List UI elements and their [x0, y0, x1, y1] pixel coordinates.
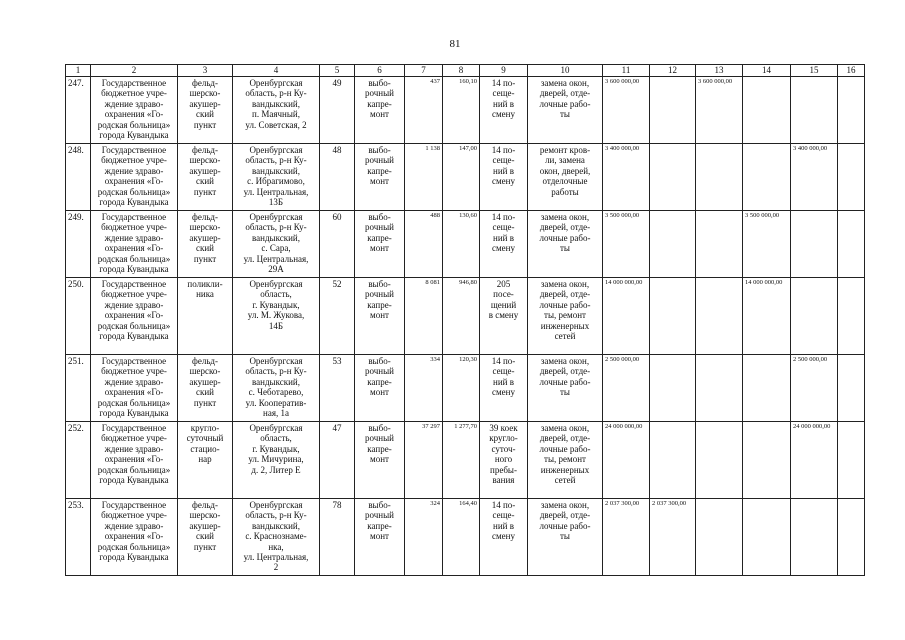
col-8: 946,80: [443, 278, 480, 355]
col-5: 78: [320, 499, 355, 576]
row-number: 247.: [66, 77, 91, 144]
facility-type: фельд- шерско- акушер- ский пункт: [178, 144, 233, 211]
header-cell: 8: [443, 65, 480, 77]
col-7: 8 081: [405, 278, 443, 355]
header-row: [66, 65, 865, 77]
table-row: [66, 278, 865, 355]
header-cell: 5: [320, 65, 355, 77]
cost-col-13: [696, 211, 743, 278]
cost-col-16: [838, 499, 865, 576]
col-7: 488: [405, 211, 443, 278]
header-cell: 10: [528, 65, 603, 77]
works-description: ремонт кров- ли, замена окон, дверей, отделочные работы: [528, 144, 603, 211]
cost-col-15: 24 000 000,00: [791, 422, 838, 499]
header-cell: 11: [603, 65, 650, 77]
total-cost: 3 400 000,00: [603, 144, 650, 211]
table-row: [66, 77, 865, 144]
col-7: 324: [405, 499, 443, 576]
header-cell: 15: [791, 65, 838, 77]
cost-col-12: 2 037 300,00: [650, 499, 696, 576]
capacity: 14 по- сеще- ний в смену: [480, 77, 528, 144]
cost-col-15: [791, 278, 838, 355]
cost-col-15: [791, 77, 838, 144]
repair-type: выбо- рочный капре- монт: [355, 144, 405, 211]
col-8: 130,60: [443, 211, 480, 278]
header-cell: 16: [838, 65, 865, 77]
facility-type: фельд- шерско- акушер- ский пункт: [178, 211, 233, 278]
address: Оренбургская область, г. Кувандык, ул. М. Жукова, 14Б: [233, 278, 320, 355]
repair-type: выбо- рочный капре- монт: [355, 499, 405, 576]
works-description: замена окон, дверей, отде- лочные рабо- ты: [528, 211, 603, 278]
col-8: 147,00: [443, 144, 480, 211]
facility-type: фельд- шерско- акушер- ский пункт: [178, 355, 233, 422]
repair-type: выбо- рочный капре- монт: [355, 422, 405, 499]
cost-col-12: [650, 422, 696, 499]
cost-col-15: [791, 211, 838, 278]
address: Оренбургская область, р-н Ку- вандыкский, с. Ибрагимово, ул. Центральная, 13Б: [233, 144, 320, 211]
header-cell: 13: [696, 65, 743, 77]
cost-col-12: [650, 355, 696, 422]
col-8: 160,10: [443, 77, 480, 144]
capacity: 14 по- сеще- ний в смену: [480, 355, 528, 422]
organization-name: Государственное бюджетное учре- ждение здраво- охранения «Го- родская больница» города Кувандыка: [91, 211, 178, 278]
header-cell: 9: [480, 65, 528, 77]
repair-type: выбо- рочный капре- монт: [355, 278, 405, 355]
col-7: 437: [405, 77, 443, 144]
col-7: 37 297: [405, 422, 443, 499]
facility-type: поликли- ника: [178, 278, 233, 355]
capacity: 14 по- сеще- ний в смену: [480, 211, 528, 278]
col-5: 49: [320, 77, 355, 144]
header-cell: 6: [355, 65, 405, 77]
address: Оренбургская область, р-н Ку- вандыкский, п. Маячный, ул. Советская, 2: [233, 77, 320, 144]
capacity: 14 по- сеще- ний в смену: [480, 144, 528, 211]
works-description: замена окон, дверей, отде- лочные рабо- ты, ремонт инженерных сетей: [528, 278, 603, 355]
organization-name: Государственное бюджетное учре- ждение здраво- охранения «Го- родская больница» города Кувандыка: [91, 355, 178, 422]
col-5: 52: [320, 278, 355, 355]
organization-name: Государственное бюджетное учре- ждение здраво- охранения «Го- родская больница» города Кувандыка: [91, 77, 178, 144]
works-description: замена окон, дверей, отде- лочные рабо- ты, ремонт инженерных сетей: [528, 422, 603, 499]
cost-col-13: [696, 422, 743, 499]
row-number: 248.: [66, 144, 91, 211]
col-5: 48: [320, 144, 355, 211]
row-number: 249.: [66, 211, 91, 278]
total-cost: 3 600 000,00: [603, 77, 650, 144]
address: Оренбургская область, р-н Ку- вандыкский, с. Чеботарево, ул. Кооператив- ная, 1а: [233, 355, 320, 422]
row-number: 252.: [66, 422, 91, 499]
col-5: 60: [320, 211, 355, 278]
total-cost: 2 500 000,00: [603, 355, 650, 422]
capacity: 205 посе- щений в смену: [480, 278, 528, 355]
row-number: 251.: [66, 355, 91, 422]
row-number: 250.: [66, 278, 91, 355]
cost-col-14: [743, 144, 791, 211]
total-cost: 2 037 300,00: [603, 499, 650, 576]
cost-col-15: 2 500 000,00: [791, 355, 838, 422]
table-row: [66, 355, 865, 422]
address: Оренбургская область, р-н Ку- вандыкский, с. Сара, ул. Центральная, 29А: [233, 211, 320, 278]
capacity: 14 по- сеще- ний в смену: [480, 499, 528, 576]
cost-col-14: [743, 77, 791, 144]
col-7: 334: [405, 355, 443, 422]
col-5: 47: [320, 422, 355, 499]
col-5: 53: [320, 355, 355, 422]
works-description: замена окон, дверей, отде- лочные рабо- ты: [528, 77, 603, 144]
cost-col-16: [838, 422, 865, 499]
facility-type: фельд- шерско- акушер- ский пункт: [178, 77, 233, 144]
organization-name: Государственное бюджетное учре- ждение здраво- охранения «Го- родская больница» города Кувандыка: [91, 499, 178, 576]
col-8: 120,30: [443, 355, 480, 422]
address: Оренбургская область, р-н Ку- вандыкский, с. Краснознаме- нка, ул. Центральная, 2: [233, 499, 320, 576]
cost-col-12: [650, 211, 696, 278]
row-number: 253.: [66, 499, 91, 576]
col-7: 1 138: [405, 144, 443, 211]
total-cost: 14 000 000,00: [603, 278, 650, 355]
header-cell: 12: [650, 65, 696, 77]
header-cell: 3: [178, 65, 233, 77]
works-description: замена окон, дверей, отде- лочные рабо- ты: [528, 499, 603, 576]
total-cost: 24 000 000,00: [603, 422, 650, 499]
table-row: [66, 144, 865, 211]
organization-name: Государственное бюджетное учре- ждение здраво- охранения «Го- родская больница» города Кувандыка: [91, 278, 178, 355]
header-cell: 4: [233, 65, 320, 77]
repair-type: выбо- рочный капре- монт: [355, 211, 405, 278]
capital-repair-table: [65, 64, 865, 576]
cost-col-14: [743, 355, 791, 422]
header-cell: 14: [743, 65, 791, 77]
cost-col-16: [838, 144, 865, 211]
cost-col-13: [696, 499, 743, 576]
col-8: 1 277,70: [443, 422, 480, 499]
cost-col-16: [838, 211, 865, 278]
col-8: 164,40: [443, 499, 480, 576]
repair-type: выбо- рочный капре- монт: [355, 355, 405, 422]
cost-col-13: 3 600 000,00: [696, 77, 743, 144]
cost-col-15: 3 400 000,00: [791, 144, 838, 211]
table-row: [66, 211, 865, 278]
capacity: 39 коек кругло- суточ- ного пребы- вания: [480, 422, 528, 499]
cost-col-16: [838, 77, 865, 144]
cost-col-12: [650, 278, 696, 355]
cost-col-16: [838, 278, 865, 355]
header-cell: 1: [66, 65, 91, 77]
cost-col-16: [838, 355, 865, 422]
header-cell: 7: [405, 65, 443, 77]
cost-col-15: [791, 499, 838, 576]
cost-col-14: 3 500 000,00: [743, 211, 791, 278]
cost-col-14: [743, 499, 791, 576]
organization-name: Государственное бюджетное учре- ждение здраво- охранения «Го- родская больница» города Кувандыка: [91, 422, 178, 499]
total-cost: 3 500 000,00: [603, 211, 650, 278]
facility-type: кругло- суточный стацио- нар: [178, 422, 233, 499]
facility-type: фельд- шерско- акушер- ский пункт: [178, 499, 233, 576]
table-row: [66, 499, 865, 576]
table-row: [66, 422, 865, 499]
works-description: замена окон, дверей, отде- лочные рабо- ты: [528, 355, 603, 422]
cost-col-12: [650, 77, 696, 144]
cost-col-14: [743, 422, 791, 499]
address: Оренбургская область, г. Кувандык, ул. Мичурина, д. 2, Литер Е: [233, 422, 320, 499]
page-number: 81: [449, 38, 461, 50]
cost-col-12: [650, 144, 696, 211]
organization-name: Государственное бюджетное учре- ждение здраво- охранения «Го- родская больница» города Кувандыка: [91, 144, 178, 211]
cost-col-14: 14 000 000,00: [743, 278, 791, 355]
cost-col-13: [696, 278, 743, 355]
cost-col-13: [696, 144, 743, 211]
header-cell: 2: [91, 65, 178, 77]
cost-col-13: [696, 355, 743, 422]
repair-type: выбо- рочный капре- монт: [355, 77, 405, 144]
